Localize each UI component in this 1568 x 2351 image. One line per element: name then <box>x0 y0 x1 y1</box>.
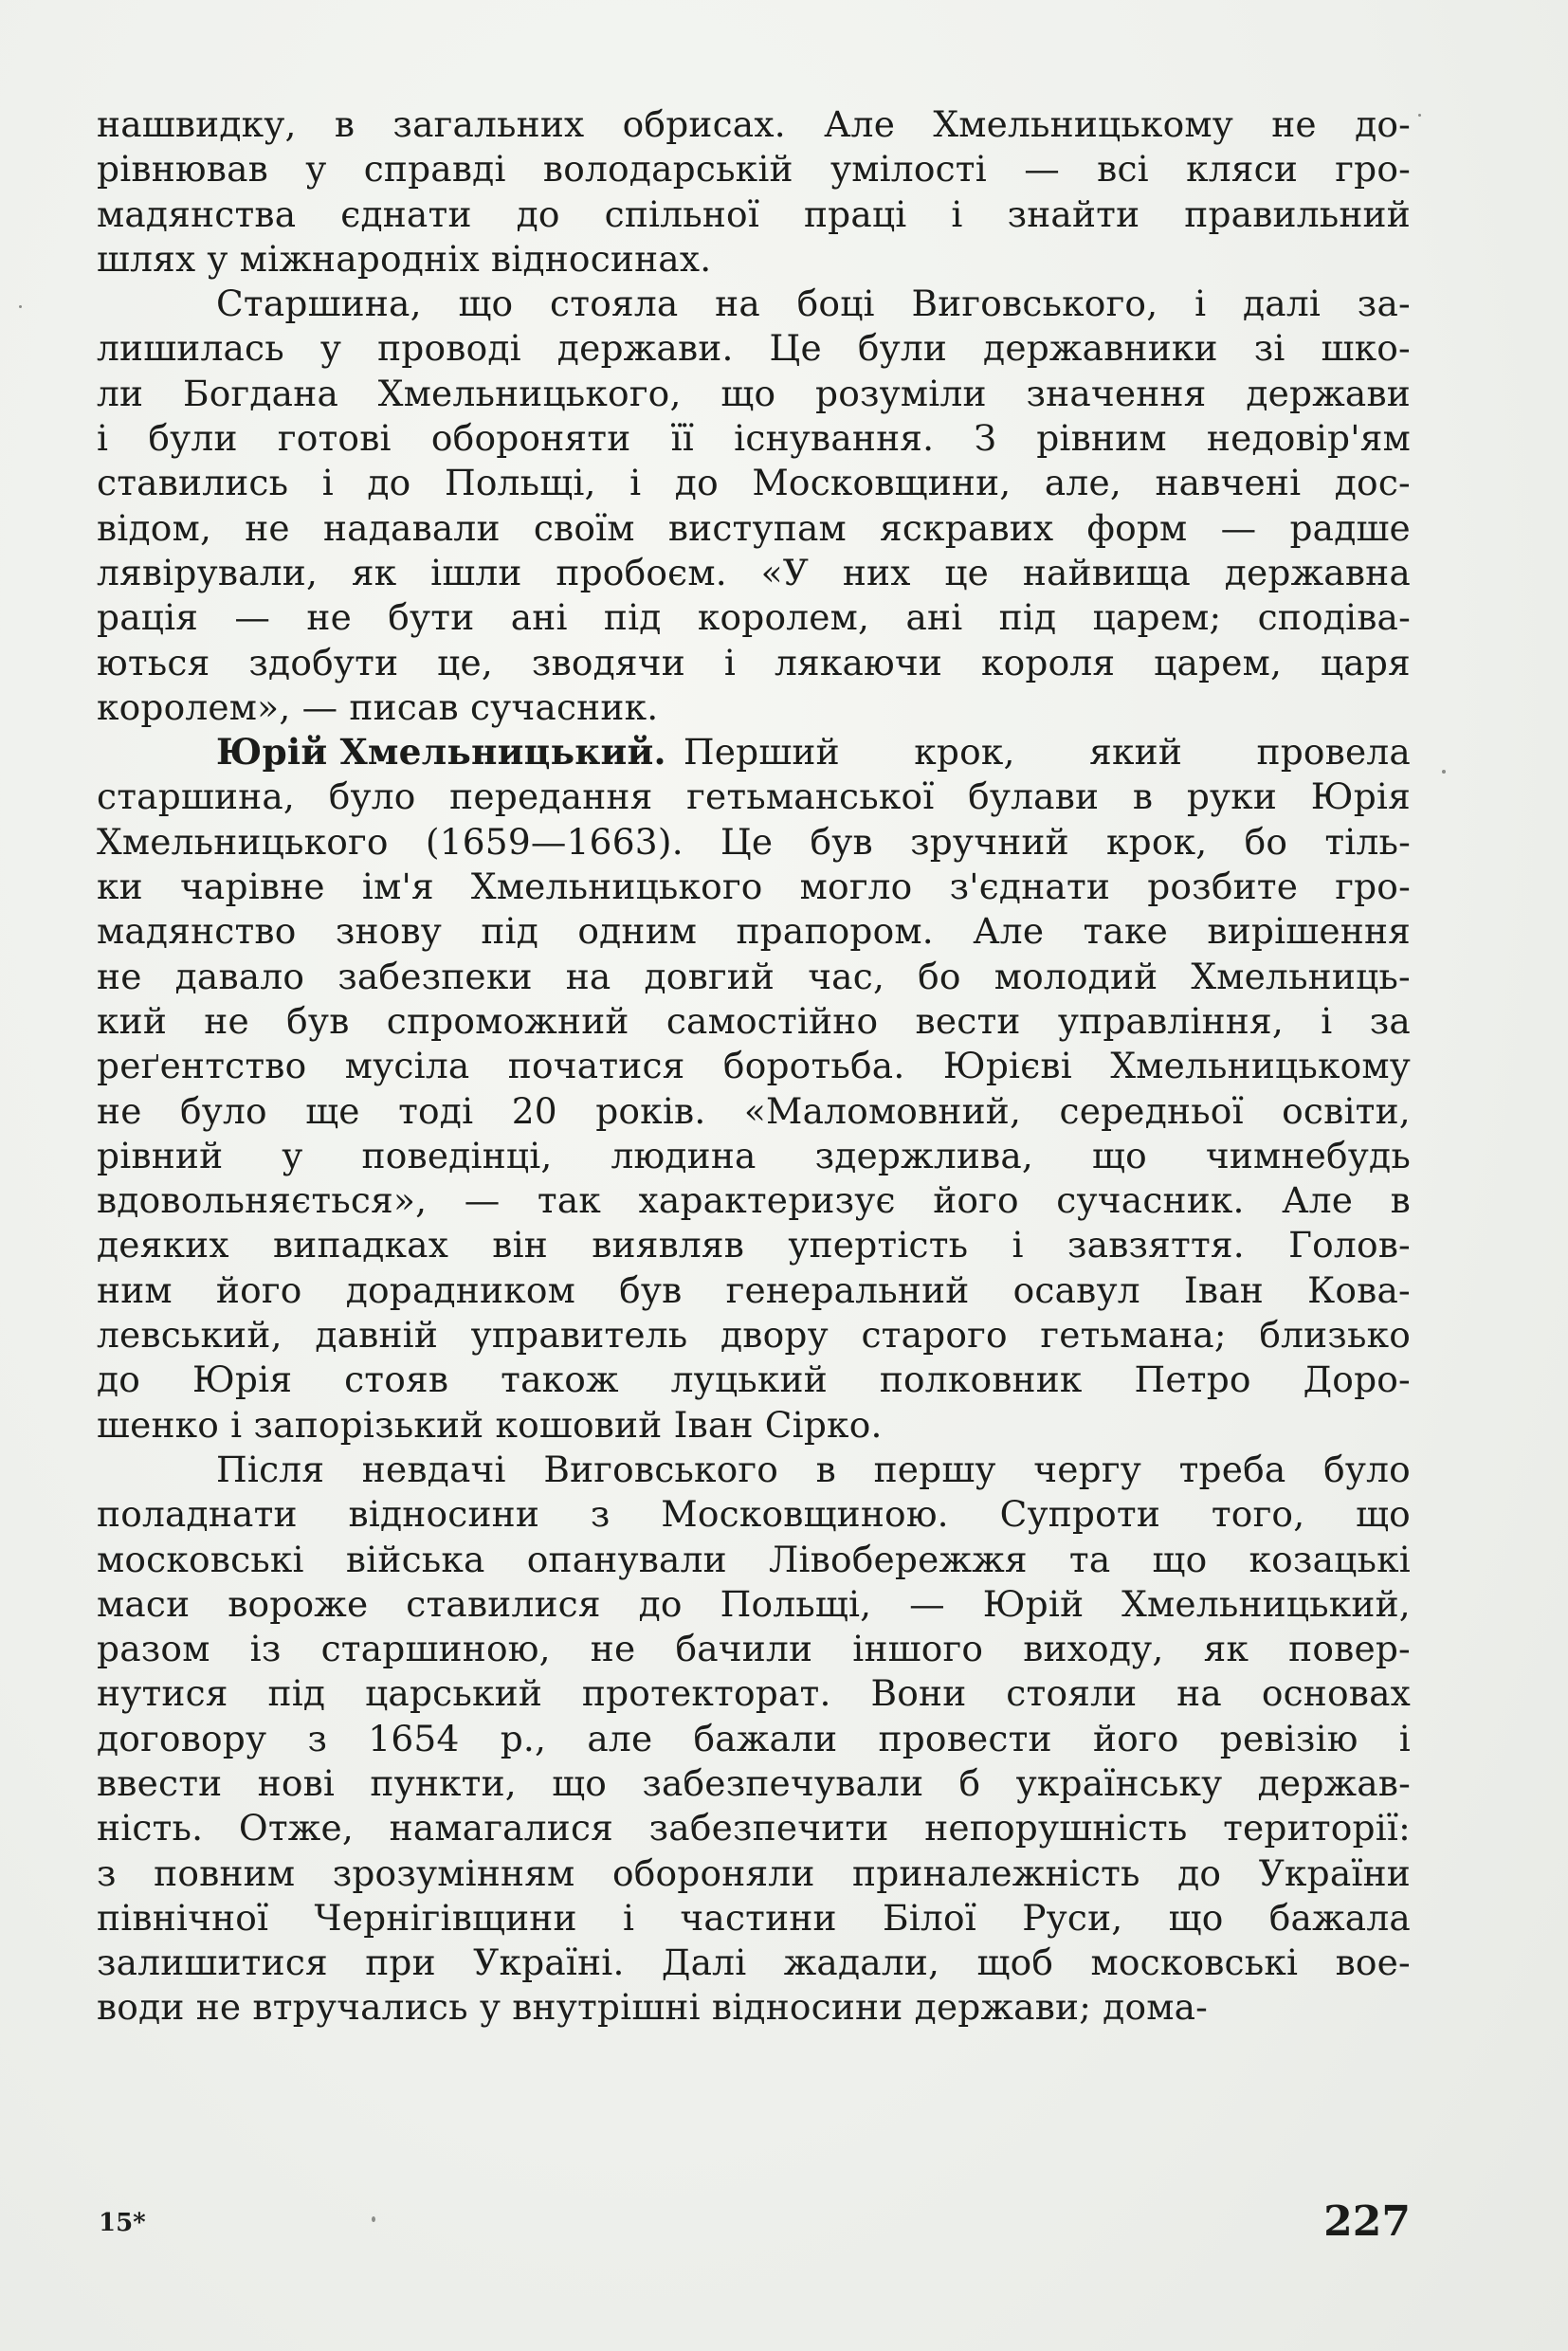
text-line: московські війська опанували Лівобережжя та що козацькі <box>97 1538 1411 1580</box>
text-line: не давало забезпеки на довгий час, бо молодий Хмельниць- <box>97 955 1411 997</box>
text-line: води не втручались у внутрішні відносини держави; дома- <box>97 1986 1209 2029</box>
text-line-rest: Перший крок, який провела <box>683 731 1411 774</box>
text-line: Хмельницького (1659—1663). Це був зручний крок, бо тіль- <box>97 820 1411 863</box>
text-line: північної Чернігівщини і частини Білої Руси, що бажала <box>97 1896 1411 1939</box>
text-line: деяких випадках він виявляв упертість і завзяття. Голов- <box>97 1224 1411 1267</box>
text-line: рівнював у справді володарській умілості — всі кляси гро- <box>97 148 1411 191</box>
text-line: шлях у міжнародніх відносинах. <box>97 237 712 280</box>
text-line: маси вороже ставилися до Польщі, — Юрій Хмельницький, <box>97 1582 1411 1625</box>
text-line: з повним зрозумінням обороняли приналежність до України <box>97 1851 1411 1894</box>
text-line: рівний у поведінці, людина здержлива, що чимнебудь <box>97 1134 1411 1176</box>
text-line: ки чарівне ім'я Хмельницького могло з'єднати розбите гро- <box>97 866 1411 908</box>
text-line: старшина, було передання гетьманської булави в руки Юрія <box>97 775 1411 818</box>
text-line: кий не був спроможний самостійно вести управління, і за <box>97 999 1411 1042</box>
text-line: лишилась у проводі держави. Це були державники зі шко- <box>97 327 1411 370</box>
text-line: ставились і до Польщі, і до Московщини, але, навчені дос- <box>97 462 1411 504</box>
paper-speck <box>19 305 22 308</box>
paragraph <box>97 1448 1411 2031</box>
text-line: шенко і запорізький кошовий Іван Сірко. <box>97 1403 883 1446</box>
paper-speck <box>1418 114 1421 117</box>
text-line: ються здобути це, зводячи і лякаючи короля царем, царя <box>97 641 1411 683</box>
text-line: ним його дорадником був генеральний осавул Іван Кова- <box>97 1268 1411 1311</box>
paragraph <box>97 102 1411 282</box>
text-line: левський, давній управитель двору старого гетьмана; близько <box>97 1314 1411 1357</box>
text-line: ли Богдана Хмельницького, що розуміли значення держави <box>97 372 1411 414</box>
text-line: мадянство знову під одним прапором. Але таке вирішення <box>97 910 1411 953</box>
paper-speck <box>372 2216 375 2222</box>
text-line: реґентство мусіла початися боротьба. Юрієві Хмельницькому <box>97 1045 1411 1087</box>
text-line: лявірували, як ішли пробоєм. «У них це найвища державна <box>97 551 1411 593</box>
text-line: до Юрія стояв також луцький полковник Петро Доро- <box>97 1358 1411 1401</box>
text-line: мадянства єднати до спільної праці і знайти правильний <box>97 192 1411 235</box>
text-line: договору з 1654 р., але бажали провести його ревізію і <box>97 1717 1411 1759</box>
text-line: королем», — писав сучасник. <box>97 685 659 728</box>
text-line: разом із старшиною, не бачили іншого виходу, як повер- <box>97 1628 1411 1670</box>
text-line: залишитися при Україні. Далі жадали, щоб московські вое- <box>97 1941 1411 1984</box>
text-line: Після невдачі Виговського в першу чергу треба було <box>216 1448 1411 1490</box>
paragraph <box>97 282 1411 730</box>
text-line: ність. Отже, намагалися забезпечити непорушність території: <box>97 1807 1411 1850</box>
text-line <box>97 730 1411 775</box>
text-line: вдовольняється», — так характеризує його сучасник. Але в <box>97 1179 1411 1222</box>
text-line: не було ще тоді 20 років. «Маломовний, середньої освіти, <box>97 1089 1411 1132</box>
body-text <box>97 102 1411 2031</box>
signature-mark: 15* <box>99 2209 146 2237</box>
text-line: відом, не надавали своїм виступам яскравих форм — радше <box>97 506 1411 549</box>
text-line: ввести нові пункти, що забезпечували б українську держав- <box>97 1761 1411 1804</box>
text-line: нашвидку, в загальних обрисах. Але Хмельницькому не до- <box>97 103 1411 145</box>
text-line: рація — не бути ані під королем, ані під царем; сподіва- <box>97 596 1411 639</box>
paragraph <box>97 730 1411 1448</box>
text-line: і були готові обороняти її існування. З рівним недовір'ям <box>97 417 1411 460</box>
text-line: Старшина, що стояла на боці Виговського, і далі за- <box>216 282 1411 325</box>
text-line: поладнати відносини з Московщиною. Супроти того, що <box>97 1493 1411 1536</box>
text-line: нутися під царський протекторат. Вони стояли на основах <box>97 1672 1411 1715</box>
paper-speck <box>1442 770 1446 774</box>
page-number: 227 <box>1323 2197 1411 2246</box>
section-heading: Юрій Хмельницький. <box>216 731 666 774</box>
